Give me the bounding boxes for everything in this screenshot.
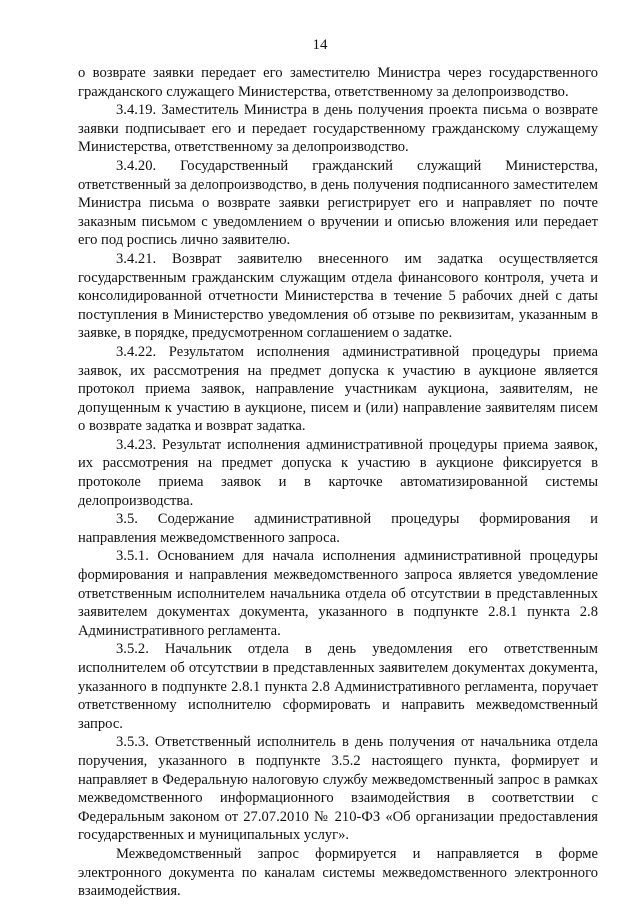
paragraph-3-4-21: 3.4.21. Возврат заявителю внесенного им задатка осуществляется государственным гражданским служащим отдела финансового контроля, учета и консолидированной отчетности Министерства в течение 5 рабочих дней с даты поступления в Министерство уведомления об отзыве по реквизитам, указанным в заявке, в порядке, предусмотренном соглашением о задатке. bbox=[78, 250, 598, 342]
document-body bbox=[78, 64, 598, 901]
paragraph-3-4-22: 3.4.22. Результатом исполнения административной процедуры приема заявок, их рассмотрения на предмет допуска к участию в аукционе является протокол приема заявок, направление участникам аукциона, заявителям, не допущенным к участию в аукционе, писем и (или) направление заявителям писем о возврате задатка и возврат задатка. bbox=[78, 343, 598, 435]
paragraph-3-4-19: 3.4.19. Заместитель Министра в день получения проекта письма о возврате заявки подписывает его и передает государственному гражданскому служащему Министерства, ответственному за делопроизводство. bbox=[78, 102, 598, 156]
section-heading-3-5: 3.5. Содержание административной процедуры формирования и направления межведомственного запроса. bbox=[78, 511, 598, 546]
paragraph-3-5-2: 3.5.2. Начальник отдела в день уведомления его ответственным исполнителем об отсутствии в представленных заявителем документах документа, указанного в подпункте 2.8.1 пункта 2.8 Административного регламента, поручает ответственному исполнителю сформировать и направить межведомственный запрос. bbox=[78, 641, 598, 732]
paragraph-3-5-1: 3.5.1. Основанием для начала исполнения административной процедуры формирования и направления межведомственного запроса является уведомление ответственным исполнителем начальника отдела об отсутствии в представленных заявителем документах документа, указанного в подпункте 2.8.1 пункта 2.8 Административного регламента. bbox=[78, 548, 598, 639]
paragraph-3-4-23: 3.4.23. Результат исполнения административной процедуры приема заявок, их рассмотрения на предмет допуска к участию в аукционе фиксируется в протоколе приема заявок и в карточке автоматизированной системы делопроизводства. bbox=[78, 436, 598, 509]
page-number: 14 bbox=[312, 37, 328, 53]
paragraph-request-form: Межведомственный запрос формируется и направляется в форме электронного документа по каналам системы межведомственного электронного взаимодействия. bbox=[78, 845, 598, 900]
paragraph-3-4-20: 3.4.20. Государственный гражданский служащий Министерства, ответственный за делопроизводство, в день получения подписанного заместителем Министра письма о возврате заявки регистрирует его и направляет по почте заказным письмом с уведомлением о вручении и описью вложения или передает его под роспись лично заявителю. bbox=[78, 157, 598, 249]
paragraph-3-5-3: 3.5.3. Ответственный исполнитель в день получения от начальника отдела поручения, указанного в подпункте 3.5.2 настоящего пункта, формирует и направляет в Федеральную налоговую службу межведомственный запрос в рамках межведомственного информационного взаимодействия в соответствии с Федеральным законом от 27.07.2010 № 210-ФЗ «Об организации предоставления государственных и муниципальных услуг». bbox=[78, 734, 598, 844]
paragraph-continuation: о возврате заявки передает его заместителю Министра через государственного гражданского служащего Министерства, ответственному за делопроизводство. bbox=[78, 65, 598, 100]
